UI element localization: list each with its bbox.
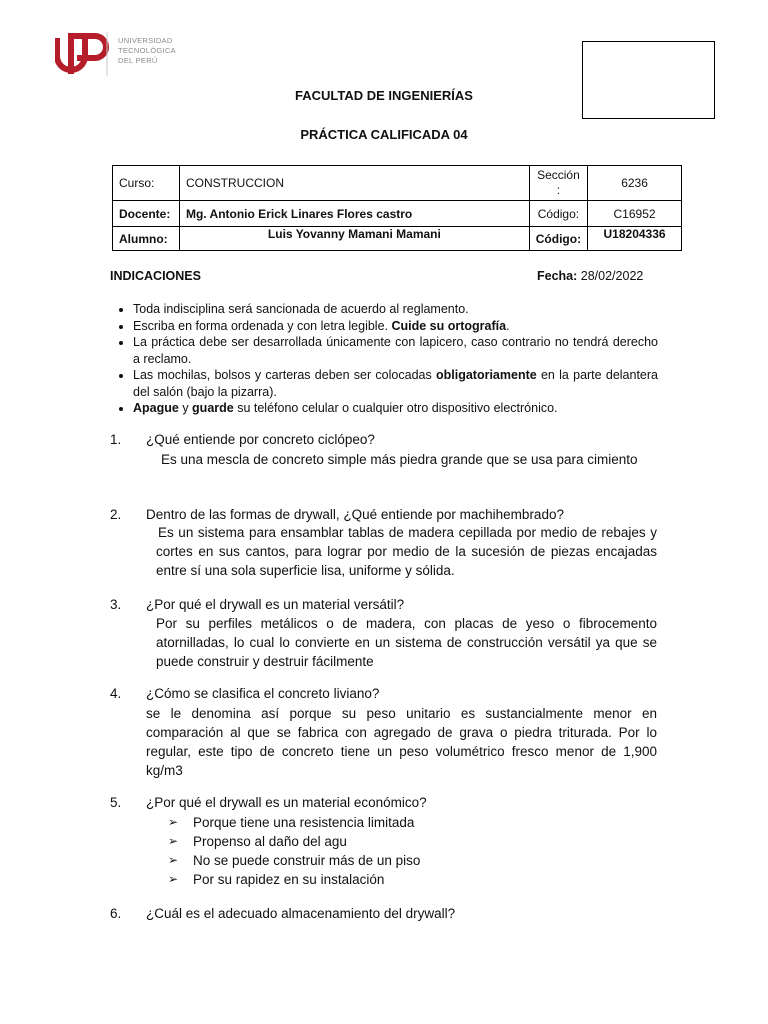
student-code-label: Código: (529, 227, 587, 251)
teacher-code-label: Código: (529, 201, 587, 227)
list-item: ➢ Porque tiene una resistencia limitada (168, 813, 420, 832)
student-code-value: U18204336 (588, 227, 682, 251)
logo-line-2: TECNOLÓGICA (118, 46, 176, 55)
list-item: • Apague y guarde su teléfono celular o cualquier otro dispositivo electrónico. (133, 400, 658, 417)
answer-4: se le denomina así porque su peso unitario es sustancialmente menor en comparación al que se fabrica con agregado de grava o piedra triturada. Por lo regular, este tipo de concreto tiene un peso volumétrico fresco menor de 1,900 kg/m3 (146, 706, 657, 778)
logo-line-3: DEL PERÚ (118, 56, 158, 65)
question-5-text: ¿Por qué el drywall es un material económico? (146, 795, 427, 810)
question-5-number: 5. (110, 795, 122, 810)
list-item: • Escriba en forma ordenada y con letra legible. Cuide su ortografía. (133, 318, 658, 335)
list-item: • Toda indisciplina será sancionada de acuerdo al reglamento. (133, 301, 658, 318)
list-item: ➢ Por su rapidez en su instalación (168, 870, 420, 889)
question-6-text: ¿Cuál es el adecuado almacenamiento del drywall? (146, 906, 456, 921)
exam-date (537, 269, 643, 283)
answer-1: Es una mescla de concreto simple más piedra grande que se usa para cimiento (161, 452, 638, 467)
teacher-label: Docente: (113, 201, 180, 227)
answer-2: Es un sistema para ensamblar tablas de madera cepillada por medio de rebajes y cortes en sus cantos, para lograr por medio de la sucesión de piezas encajadas entre sí una sola superficie lisa, uniforme y sólida. (156, 525, 657, 578)
table-row (113, 166, 682, 201)
grade-box (582, 41, 715, 119)
date-label: Fecha: (537, 269, 578, 283)
faculty-title: FACULTAD DE INGENIERÍAS (295, 88, 473, 103)
list-item: • Las mochilas, bolsos y carteras deben ser colocadas obligatoriamente en la parte delantera del salón (bajo la pizarra). (133, 367, 658, 400)
exam-title: PRÁCTICA CALIFICADA 04 (300, 127, 468, 142)
instructions-list (110, 301, 658, 417)
utp-logo (55, 30, 195, 78)
teacher-code-value: C16952 (588, 201, 682, 227)
question-1-number: 1. (110, 432, 122, 447)
section-value: 6236 (588, 166, 682, 201)
date-value: 28/02/2022 (580, 269, 644, 283)
list-item: • La práctica debe ser desarrollada únicamente con lapicero, caso contrario no tendrá derecho a reclamo. (133, 334, 658, 367)
logo-wordmark (118, 36, 176, 66)
question-2-number: 2. (110, 507, 122, 522)
course-label: Curso: (113, 166, 180, 201)
question-3-text: ¿Por qué el drywall es un material versátil? (146, 597, 405, 612)
question-4-number: 4. (110, 686, 122, 701)
info-table (112, 165, 682, 251)
question-4-text: ¿Cómo se clasifica el concreto liviano? (146, 686, 380, 701)
section-label: Sección : (529, 166, 587, 201)
utp-logo-mark (55, 30, 115, 78)
answer-5-list (168, 813, 420, 889)
teacher-value: Mg. Antonio Erick Linares Flores castro (179, 201, 529, 227)
answer-3: Por su perfiles metálicos o de madera, con placas de yeso o fibrocemento atornilladas, lo cual lo convierte en un sistema de construcción versátil ya que se puede construir y destruir fácilmente (156, 616, 657, 669)
question-2-text: Dentro de las formas de drywall, ¿Qué entiende por machihembrado? (146, 507, 564, 522)
student-value: Luis Yovanny Mamani Mamani (179, 227, 529, 251)
logo-line-1: UNIVERSIDAD (118, 36, 173, 45)
list-item: ➢ Propenso al daño del agu (168, 832, 420, 851)
question-6-number: 6. (110, 906, 122, 921)
student-label: Alumno: (113, 227, 180, 251)
course-value: CONSTRUCCION (179, 166, 529, 201)
table-row (113, 201, 682, 227)
list-item: ➢ No se puede construir más de un piso (168, 851, 420, 870)
question-1-text: ¿Qué entiende por concreto ciclópeo? (146, 432, 375, 447)
indications-title: INDICACIONES (110, 269, 201, 283)
question-3-number: 3. (110, 597, 122, 612)
table-row (113, 227, 682, 251)
